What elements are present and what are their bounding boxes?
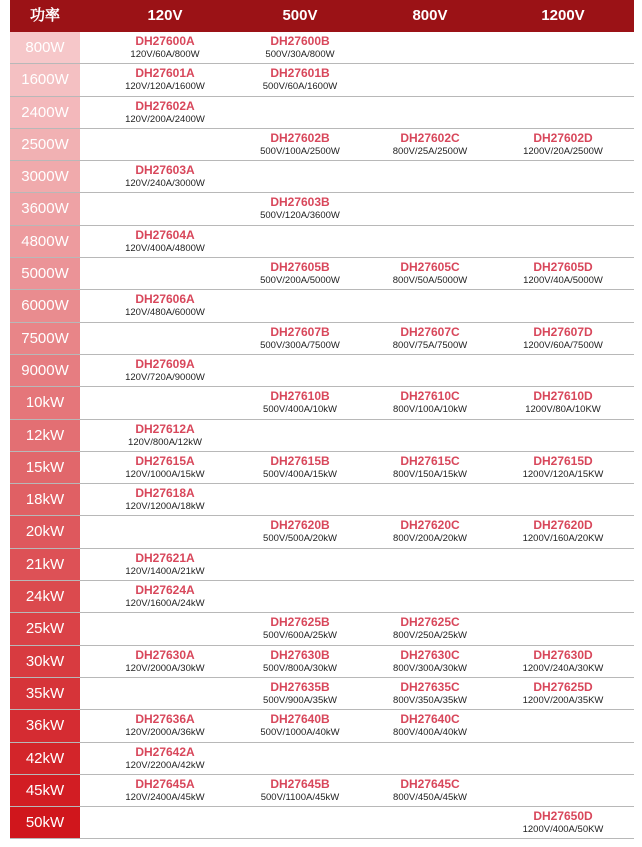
power-label: 35kW [10,678,80,709]
model-cell [225,680,375,707]
model-code: DH27630C [400,647,460,662]
table-row [10,710,634,742]
model-code: DH27601A [135,66,195,81]
model-cell [225,195,375,222]
model-spec: 800V/250A/25kW [393,630,467,642]
model-spec: 800V/50A/5000W [392,275,468,287]
power-label: 12kW [10,420,80,451]
model-cell [90,486,240,513]
model-spec: 120V/1200A/18kW [125,501,205,513]
model-spec: 120V/2000A/30kW [125,662,205,674]
model-spec: 120V/60A/800W [130,49,200,60]
model-spec: 120V/480A/6000W [125,307,205,319]
table-row [10,743,634,775]
model-cell [355,454,505,481]
model-cell [90,454,240,481]
model-code: DH27635C [400,679,460,694]
table-row [10,32,634,64]
model-spec: 500V/400A/10kW [263,404,337,416]
model-spec: 800V/450A/45kW [393,791,467,803]
model-code: DH27624A [135,583,195,598]
model-code: DH27640C [400,712,460,727]
model-cell [225,131,375,158]
model-spec: 120V/400A/4800W [125,242,205,254]
model-cell [355,260,505,287]
table-row [10,258,634,290]
model-code: DH27602D [533,130,593,145]
model-spec: 500V/1000A/40kW [260,727,340,739]
model-spec: 1200V/40A/5000W [523,275,603,287]
model-spec: 120V/1600A/24kW [125,598,205,610]
model-spec: 120V/720A/9000W [125,371,205,383]
power-label: 9000W [10,355,80,386]
model-code: DH27615B [270,453,330,468]
model-spec: 500V/30A/800W [265,49,335,60]
model-spec: 120V/240A/3000W [125,178,205,190]
header-1200v: 1200V [541,7,585,24]
model-cell [488,518,638,545]
model-cell [355,518,505,545]
model-code: DH27630A [135,647,195,662]
model-code: DH27640B [270,712,330,727]
model-cell [90,357,240,384]
spec-table [10,0,634,839]
model-code: DH27600B [270,34,330,48]
model-cell [90,777,240,804]
model-cell [90,66,240,93]
model-code: DH27621A [135,550,195,565]
model-cell [90,422,240,449]
model-cell [355,712,505,739]
model-spec: 1200V/80A/10KW [525,404,601,416]
model-cell [488,389,638,416]
model-spec: 500V/100A/2500W [260,145,340,157]
power-label: 21kW [10,549,80,580]
table-row [10,161,634,193]
model-code: DH27607B [270,324,330,339]
power-label: 18kW [10,484,80,515]
model-code: DH27630D [533,647,593,662]
header-power: 功率 [29,7,60,24]
model-spec: 800V/350A/35kW [393,694,467,706]
model-spec: 500V/600A/25kW [263,630,337,642]
power-label: 3000W [10,161,80,192]
model-spec: 800V/25A/2500W [392,145,468,157]
power-label: 25kW [10,613,80,644]
model-cell [355,131,505,158]
model-code: DH27604A [135,227,195,242]
power-label: 2500W [10,129,80,160]
power-label: 3600W [10,193,80,224]
power-label: 1600W [10,64,80,95]
model-cell [355,648,505,675]
model-cell [488,454,638,481]
table-row [10,613,634,645]
model-spec: 120V/2400A/45kW [125,791,205,803]
model-code: DH27650D [533,809,593,824]
model-cell [355,325,505,352]
model-code: DH27645B [270,776,330,791]
model-cell [355,680,505,707]
model-code: DH27607C [400,324,460,339]
power-label: 10kW [10,387,80,418]
model-cell [225,260,375,287]
model-cell [225,389,375,416]
model-spec: 1200V/400A/50KW [522,824,604,836]
model-code: DH27602A [135,98,195,113]
model-cell [90,99,240,126]
model-code: DH27625B [270,615,330,630]
model-spec: 800V/200A/20kW [393,533,467,545]
model-spec: 500V/120A/3600W [260,210,340,222]
model-spec: 500V/800A/30kW [263,662,337,674]
model-spec: 1200V/20A/2500W [523,145,603,157]
model-cell [488,648,638,675]
model-cell [90,551,240,578]
model-spec: 120V/800A/12kW [128,436,202,448]
model-code: DH27615D [533,453,593,468]
model-cell [355,389,505,416]
model-cell [225,34,375,61]
model-spec: 500V/500A/20kW [263,533,337,545]
model-code: DH27600A [135,34,195,48]
model-cell [90,34,240,61]
power-label: 30kW [10,646,80,677]
power-label: 7500W [10,323,80,354]
table-row [10,516,634,548]
table-row [10,452,634,484]
model-cell [90,583,240,610]
model-cell [488,680,638,707]
model-spec: 1200V/240A/30KW [522,662,604,674]
model-code: DH27605C [400,260,460,275]
model-spec: 1200V/200A/35KW [522,694,604,706]
model-code: DH27615C [400,453,460,468]
model-spec: 1200V/60A/7500W [523,339,603,351]
model-cell [225,712,375,739]
model-code: DH27609A [135,356,195,371]
table-row [10,193,634,225]
model-cell [355,777,505,804]
model-spec: 1200V/160A/20KW [522,533,604,545]
model-spec: 800V/150A/15kW [393,468,467,480]
model-spec: 120V/200A/2400W [125,113,205,125]
model-code: DH27620D [533,518,593,533]
model-spec: 120V/1400A/21kW [125,565,205,577]
model-code: DH27630B [270,647,330,662]
model-code: DH27610B [270,389,330,404]
power-label: 5000W [10,258,80,289]
model-code: DH27603A [135,163,195,178]
power-label: 45kW [10,775,80,806]
model-code: DH27620C [400,518,460,533]
header-120v: 120V [147,7,183,24]
model-code: DH27605B [270,260,330,275]
model-code: DH27610C [400,389,460,404]
model-code: DH27606A [135,292,195,307]
table-row [10,129,634,161]
model-cell [488,260,638,287]
model-cell [90,712,240,739]
model-spec: 120V/120A/1600W [125,81,205,93]
model-cell [488,131,638,158]
model-code: DH27601B [270,66,330,81]
model-code: DH27645C [400,776,460,791]
model-code: DH27610D [533,389,593,404]
table-row [10,64,634,96]
model-cell [90,292,240,319]
power-label: 15kW [10,452,80,483]
model-code: DH27642A [135,744,195,759]
model-cell [225,66,375,93]
model-code: DH27645A [135,776,195,791]
model-code: DH27618A [135,486,195,501]
model-cell [225,518,375,545]
model-spec: 500V/1100A/45kW [260,791,340,803]
model-spec: 500V/200A/5000W [260,275,340,287]
power-label: 6000W [10,290,80,321]
header-800v: 800V [412,7,448,24]
table-row [10,355,634,387]
model-code: DH27615A [135,453,195,468]
power-label: 800W [10,32,80,63]
model-cell [90,163,240,190]
table-body [10,32,634,839]
table-row [10,581,634,613]
model-code: DH27602C [400,130,460,145]
table-row [10,226,634,258]
model-cell [488,325,638,352]
table-row [10,387,634,419]
power-label: 42kW [10,743,80,774]
header-500v: 500V [282,7,318,24]
power-label: 4800W [10,226,80,257]
model-spec: 500V/300A/7500W [260,339,340,351]
table-row [10,97,634,129]
model-cell [90,648,240,675]
power-label: 36kW [10,710,80,741]
power-label: 2400W [10,97,80,128]
table-row [10,775,634,807]
model-cell [355,615,505,642]
model-cell [488,809,638,836]
model-code: DH27602B [270,130,330,145]
model-code: DH27625C [400,615,460,630]
model-cell [225,648,375,675]
table-row [10,323,634,355]
model-code: DH27603B [270,195,330,210]
model-spec: 800V/100A/10kW [393,404,467,416]
table-row [10,290,634,322]
power-label: 24kW [10,581,80,612]
model-spec: 120V/2200A/42kW [125,759,205,771]
table-row [10,484,634,516]
table-row [10,549,634,581]
model-code: DH27635B [270,679,330,694]
table-row [10,807,634,839]
model-cell [225,454,375,481]
table-row [10,678,634,710]
power-label: 50kW [10,807,80,838]
model-code: DH27636A [135,712,195,727]
model-cell [225,325,375,352]
model-spec: 500V/60A/1600W [262,81,338,93]
table-row [10,646,634,678]
model-spec: 120V/1000A/15kW [125,468,205,480]
model-code: DH27612A [135,421,195,436]
table-header [10,0,634,32]
model-spec: 800V/300A/30kW [393,662,467,674]
model-cell [90,228,240,255]
model-cell [225,777,375,804]
model-cell [225,615,375,642]
power-label: 20kW [10,516,80,547]
model-spec: 800V/400A/40kW [393,727,467,739]
model-spec: 800V/75A/7500W [392,339,468,351]
model-cell [90,745,240,772]
model-code: DH27605D [533,260,593,275]
table-row [10,420,634,452]
model-code: DH27620B [270,518,330,533]
model-spec: 1200V/120A/15KW [522,468,604,480]
model-spec: 120V/2000A/36kW [125,727,205,739]
model-code: DH27607D [533,324,593,339]
model-spec: 500V/900A/35kW [263,694,337,706]
model-code: DH27625D [533,679,593,694]
model-spec: 500V/400A/15kW [263,468,337,480]
